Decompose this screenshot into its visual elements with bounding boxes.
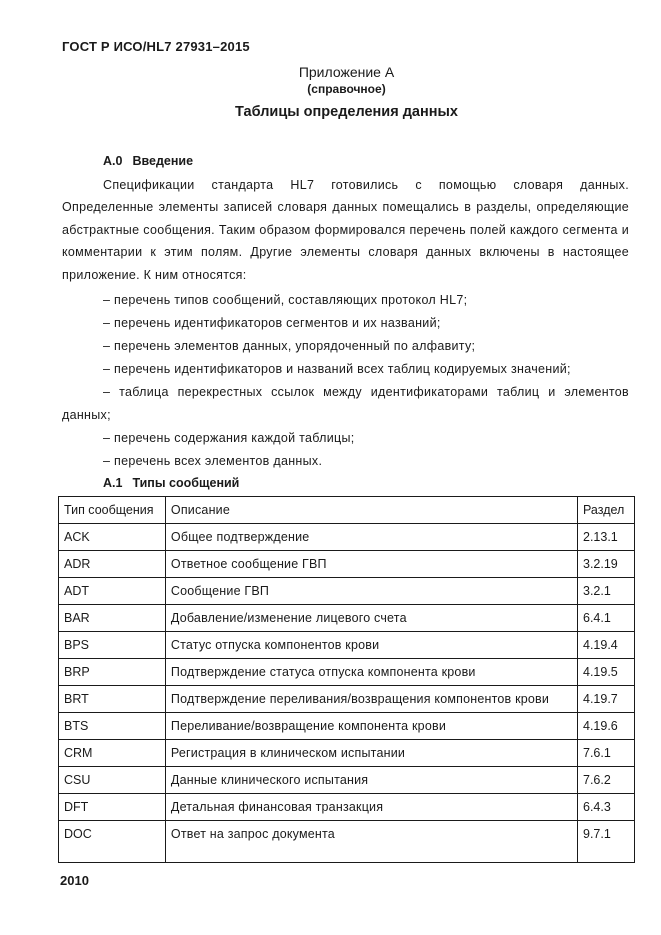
table-row — [59, 524, 635, 551]
cell-description: Регистрация в клиническом испытании — [165, 740, 577, 767]
appendix-title: Приложение А — [298, 64, 395, 80]
table-row — [59, 551, 635, 578]
list-item: – перечень типов сообщений, составляющих протокол HL7; — [103, 293, 468, 307]
page-number: 2010 — [60, 873, 89, 888]
list-item: – перечень всех элементов данных. — [103, 454, 323, 468]
list-item: – таблица перекрестных ссылок между идентификаторами таблиц и элементов данных; — [62, 385, 629, 422]
cell-section: 4.19.5 — [578, 659, 635, 686]
cell-section: 6.4.1 — [578, 605, 635, 632]
cell-message-type: ADT — [59, 578, 166, 605]
list-item: – перечень идентификаторов и названий всех таблиц кодируемых значений; — [103, 362, 571, 376]
document-header: ГОСТ Р ИСО/HL7 27931–2015 — [62, 39, 250, 54]
list-item: – перечень идентификаторов сегментов и их названий; — [103, 316, 441, 330]
cell-description: Добавление/изменение лицевого счета — [165, 605, 577, 632]
cell-description: Подтверждение переливания/возвращения компонентов крови — [165, 686, 577, 713]
cell-message-type: DOC — [59, 821, 166, 863]
cell-section: 9.7.1 — [578, 821, 635, 863]
list-item: – перечень содержания каждой таблицы; — [103, 431, 355, 445]
section-number: А.1 — [103, 476, 123, 490]
cell-description: Статус отпуска компонентов крови — [165, 632, 577, 659]
message-types-table — [58, 496, 635, 863]
cell-message-type: BTS — [59, 713, 166, 740]
table-row — [59, 686, 635, 713]
intro-paragraph: Спецификации стандарта HL7 готовились с помощью словаря данных. Определенные элементы записей словаря данных помещались в разделы, определяющие абстрактные сообщения. Таким образом формировался перечень полей каждого сегмента и комментарии к этим полям. Другие элементы словаря данных включены в настоящее приложение. К ним относятся: — [62, 178, 629, 282]
cell-description: Данные клинического испытания — [165, 767, 577, 794]
cell-description: Подтверждение статуса отпуска компонента крови — [165, 659, 577, 686]
cell-message-type: CRM — [59, 740, 166, 767]
cell-section: 3.2.1 — [578, 578, 635, 605]
cell-description: Ответ на запрос документа — [165, 821, 577, 863]
section-a1-heading — [103, 476, 239, 490]
table-row — [59, 794, 635, 821]
cell-description: Переливание/возвращение компонента крови — [165, 713, 577, 740]
list-item: – перечень элементов данных, упорядоченный по алфавиту; — [103, 339, 476, 353]
cell-section: 3.2.19 — [578, 551, 635, 578]
cell-message-type: ADR — [59, 551, 166, 578]
table-row — [59, 821, 635, 863]
cell-description: Ответное сообщение ГВП — [165, 551, 577, 578]
table-row — [59, 740, 635, 767]
column-header-type: Тип сообщения — [59, 497, 166, 524]
section-title: Типы сообщений — [132, 476, 240, 490]
cell-message-type: BRP — [59, 659, 166, 686]
table-header-row — [59, 497, 635, 524]
section-number: А.0 — [103, 154, 123, 168]
appendix-heading: Таблицы определения данных — [235, 104, 458, 120]
cell-section: 6.4.3 — [578, 794, 635, 821]
cell-description: Детальная финансовая транзакция — [165, 794, 577, 821]
table-row — [59, 578, 635, 605]
table-row — [59, 605, 635, 632]
cell-message-type: ACK — [59, 524, 166, 551]
cell-message-type: DFT — [59, 794, 166, 821]
cell-section: 7.6.1 — [578, 740, 635, 767]
cell-message-type: BPS — [59, 632, 166, 659]
table-row — [59, 659, 635, 686]
cell-message-type: BRT — [59, 686, 166, 713]
cell-description: Общее подтверждение — [165, 524, 577, 551]
cell-message-type: BAR — [59, 605, 166, 632]
cell-section: 4.19.6 — [578, 713, 635, 740]
cell-message-type: CSU — [59, 767, 166, 794]
cell-section: 7.6.2 — [578, 767, 635, 794]
table-row — [59, 713, 635, 740]
column-header-description: Описание — [165, 497, 577, 524]
section-title: Введение — [132, 154, 194, 168]
cell-section: 2.13.1 — [578, 524, 635, 551]
cell-description: Сообщение ГВП — [165, 578, 577, 605]
section-a0-heading — [103, 154, 193, 168]
cell-section: 4.19.7 — [578, 686, 635, 713]
appendix-subtitle: (справочное) — [307, 82, 386, 96]
cell-section: 4.19.4 — [578, 632, 635, 659]
table-row — [59, 632, 635, 659]
table-row — [59, 767, 635, 794]
column-header-section: Раздел — [578, 497, 635, 524]
contents-list — [62, 289, 629, 473]
